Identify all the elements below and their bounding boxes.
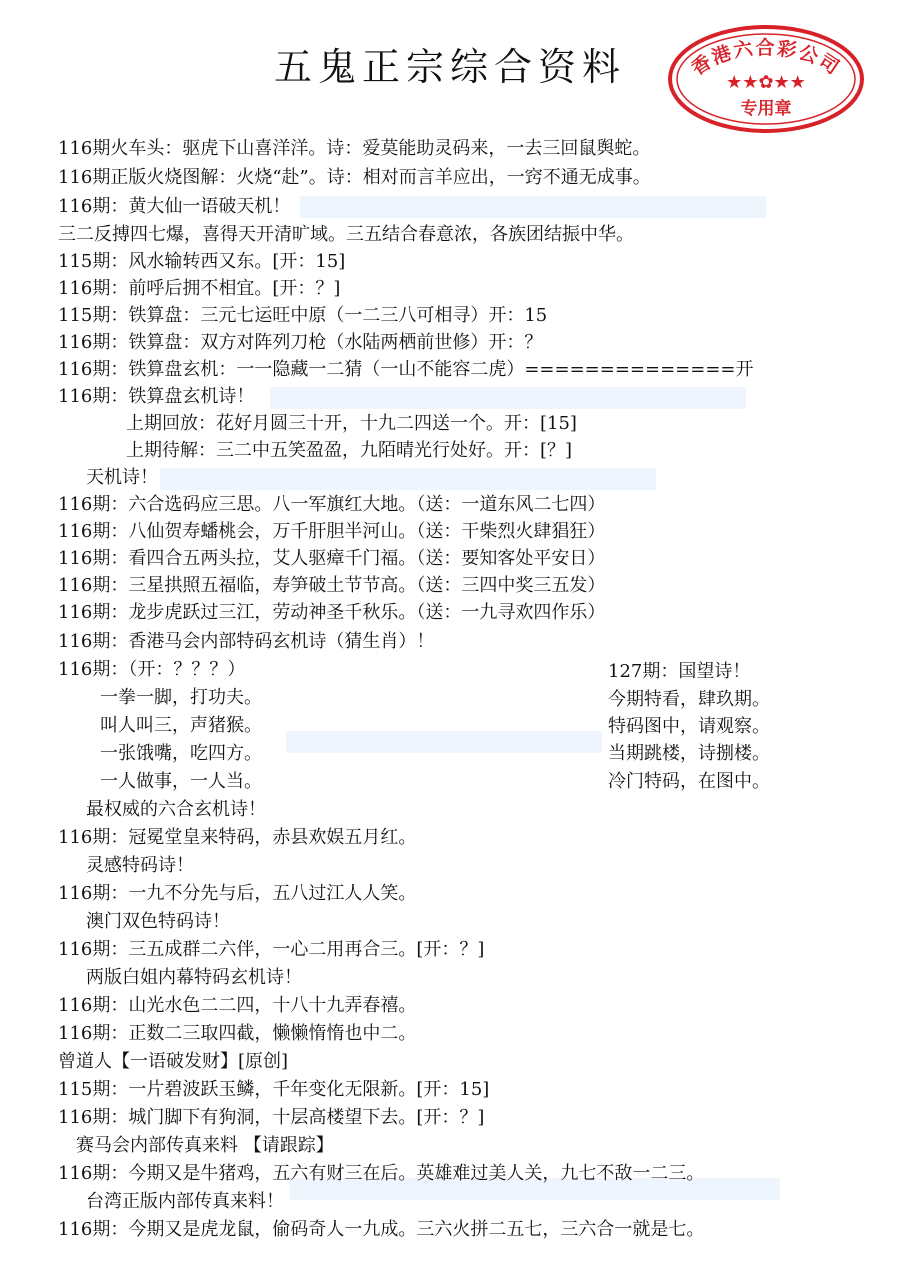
text-line-20: 116期：（开：？？？） — [58, 659, 246, 680]
text-line-36: 116期：城门脚下有狗洞，十层高楼望下去。[开：？] — [58, 1107, 485, 1128]
text-line-26: 116期：冠冕堂皇来特码，赤县欢娱五月红。 — [58, 827, 417, 848]
text-line-8: 116期：铁算盘：双方对阵列刀枪（水陆两栖前世修）开：？ — [58, 332, 543, 353]
text-line-6: 116期：前呼后拥不相宜。[开：？] — [58, 278, 341, 299]
text-line-24: 一人做事，一人当。 — [100, 771, 262, 792]
highlight-bar — [300, 196, 766, 218]
seal-bottom-text: 专用章 — [740, 99, 792, 119]
text-line-14: 116期：六合选码应三思。八一军旗红大地。（送：一道东风二七四） — [58, 494, 606, 515]
text-line-1: 116期火车头：驱虎下山喜洋洋。诗：爱莫能助灵码来，一去三回鼠舆蛇。 — [58, 138, 651, 159]
text-line-10: 116期：铁算盘玄机诗！ — [58, 386, 255, 407]
text-line-13: 天机诗！ — [86, 467, 158, 488]
text-line-33: 116期：正数二三取四截，懒懒惰惰也中二。 — [58, 1023, 417, 1044]
text-line-2: 116期正版火烧图解：火烧“赴”。诗：相对而言羊应出，一窍不通无成事。 — [58, 167, 651, 188]
text-line-37: 赛马会内部传真来料 【请跟踪】 — [76, 1135, 334, 1156]
text-line-4: 三二反搏四七爆，喜得天开清旷域。三五结合春意浓，各族团结振中华。 — [58, 224, 634, 245]
text-line-7: 115期：铁算盘：三元七运旺中原（一二三八可相寻）开：15 — [58, 305, 548, 326]
text-line-38: 116期：今期又是牛猪鸡，五六有财三在后。英雄难过美人关，九七不敌一二三。 — [58, 1163, 705, 1184]
highlight-bar — [160, 468, 656, 490]
text-line-12: 上期待解：三二中五笑盈盈，九陌晴光行处好。开：[？] — [126, 440, 573, 461]
right-column-line-4: 当期跳楼，诗捌楼。 — [608, 743, 770, 764]
company-seal-stamp — [666, 24, 866, 134]
text-line-17: 116期：三星拱照五福临，寿笋破土节节高。（送：三四中奖三五发） — [58, 575, 606, 596]
text-line-40: 116期：今期又是虎龙鼠，偷码奇人一九成。三六火拼二五七，三六合一就是七。 — [58, 1219, 705, 1240]
text-line-5: 115期：风水输转西又东。[开：15] — [58, 251, 346, 272]
text-line-11: 上期回放：花好月圆三十开，十九二四送一个。开：[15] — [126, 413, 577, 434]
text-line-18: 116期：龙步虎跃过三江，劳动神圣千秋乐。（送：一九寻欢四作乐） — [58, 602, 606, 623]
text-line-35: 115期：一片碧波跃玉鳞，千年变化无限新。[开：15] — [58, 1079, 490, 1100]
text-line-31: 两版白姐内幕特码玄机诗！ — [86, 967, 302, 988]
highlight-bar — [270, 387, 746, 409]
highlight-bar — [286, 731, 602, 753]
right-column-line-3: 特码图中，请观察。 — [608, 716, 770, 737]
text-line-39: 台湾正版内部传真来料！ — [86, 1191, 284, 1212]
text-line-34: 曾道人【一语破发财】[原创] — [58, 1051, 289, 1072]
text-line-23: 一张饿嘴，吃四方。 — [100, 743, 262, 764]
text-line-3: 116期：黄大仙一语破天机！ — [58, 196, 291, 217]
text-line-29: 澳门双色特码诗！ — [86, 911, 230, 932]
right-column-line-5: 冷门特码，在图中。 — [608, 771, 770, 792]
text-line-25: 最权威的六合玄机诗！ — [86, 799, 266, 820]
right-column-line-2: 今期特看，肆玖期。 — [608, 689, 770, 710]
text-line-32: 116期：山光水色二二四，十八十九弄春禧。 — [58, 995, 417, 1016]
seal-top-text: 香港六合彩公司 — [687, 37, 845, 80]
text-line-22: 叫人叫三，声猪猴。 — [100, 715, 262, 736]
text-line-27: 灵感特码诗！ — [86, 855, 194, 876]
text-line-9: 116期：铁算盘玄机：一一隐藏一二猜（一山不能容二虎）==============开 — [58, 359, 754, 380]
page-title: 五鬼正宗综合资料 — [273, 45, 626, 89]
text-line-28: 116期：一九不分先与后，五八过江人人笑。 — [58, 883, 417, 904]
text-line-16: 116期：看四合五两头拉，艾人驱瘴千门福。（送：要知客处平安日） — [58, 548, 606, 569]
right-column-line-1: 127期：国望诗！ — [608, 661, 751, 682]
text-line-15: 116期：八仙贺寿蟠桃会，万千肝胆半河山。（送：干柴烈火肆猖狂） — [58, 521, 606, 542]
text-line-21: 一拳一脚，打功夫。 — [100, 687, 262, 708]
text-line-19: 116期：香港马会内部特码玄机诗（猜生肖）！ — [58, 631, 435, 652]
text-line-30: 116期：三五成群二六伴，一心二用再合三。[开：？] — [58, 939, 485, 960]
seal-star-row: ★★✿★★ — [726, 72, 806, 93]
